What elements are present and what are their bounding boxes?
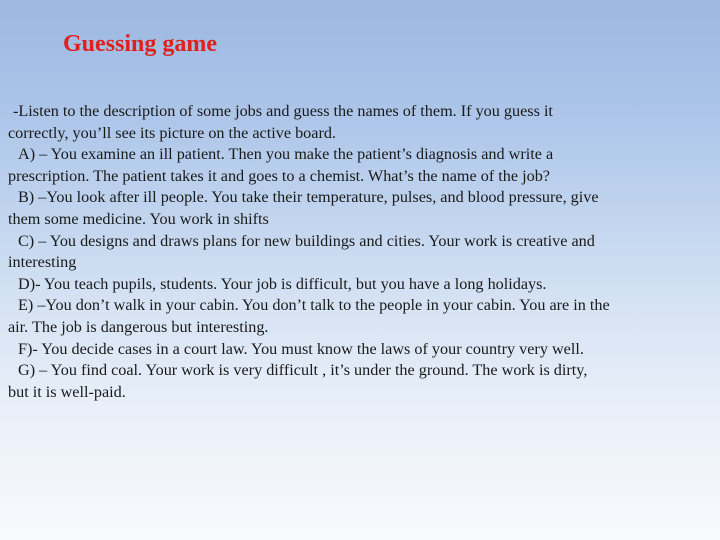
item-f-line-1: F)- You decide cases in a court law. You must know the laws of your country very well. xyxy=(18,339,584,358)
item-b-line-2: them some medicine. You work in shifts xyxy=(8,209,269,228)
item-e-line-1: E) –You don’t walk in your cabin. You don’t talk to the people in your cabin. You are in the xyxy=(18,296,610,315)
slide-title: Guessing game xyxy=(63,31,218,57)
slide-body xyxy=(8,101,708,403)
item-g-line-2: but it is well-paid. xyxy=(8,382,126,401)
item-b-line-1: B) –You look after ill people. You take their temperature, pulses, and blood pressure, give xyxy=(18,188,599,207)
item-e-line-2: air. The job is dangerous but interesting. xyxy=(8,317,269,336)
instruction-line-2: correctly, you’ll see its picture on the active board. xyxy=(8,123,336,142)
item-a-line-1: A) – You examine an ill patient. Then you make the patient’s diagnosis and write a xyxy=(18,145,554,164)
item-d-line-1: D)- You teach pupils, students. Your job is difficult, but you have a long holidays. xyxy=(18,274,547,293)
instruction-line-1: -Listen to the description of some jobs and guess the names of them. If you guess it xyxy=(13,102,553,120)
item-g-line-1: G) – You find coal. Your work is very difficult , it’s under the ground. The work is dirty, xyxy=(18,361,588,380)
item-a-line-2: prescription. The patient takes it and goes to a chemist. What’s the name of the job? xyxy=(8,166,550,185)
item-c-line-1: C) – You designs and draws plans for new buildings and cities. Your work is creative and xyxy=(18,231,595,250)
item-c-line-2: interesting xyxy=(8,253,77,272)
